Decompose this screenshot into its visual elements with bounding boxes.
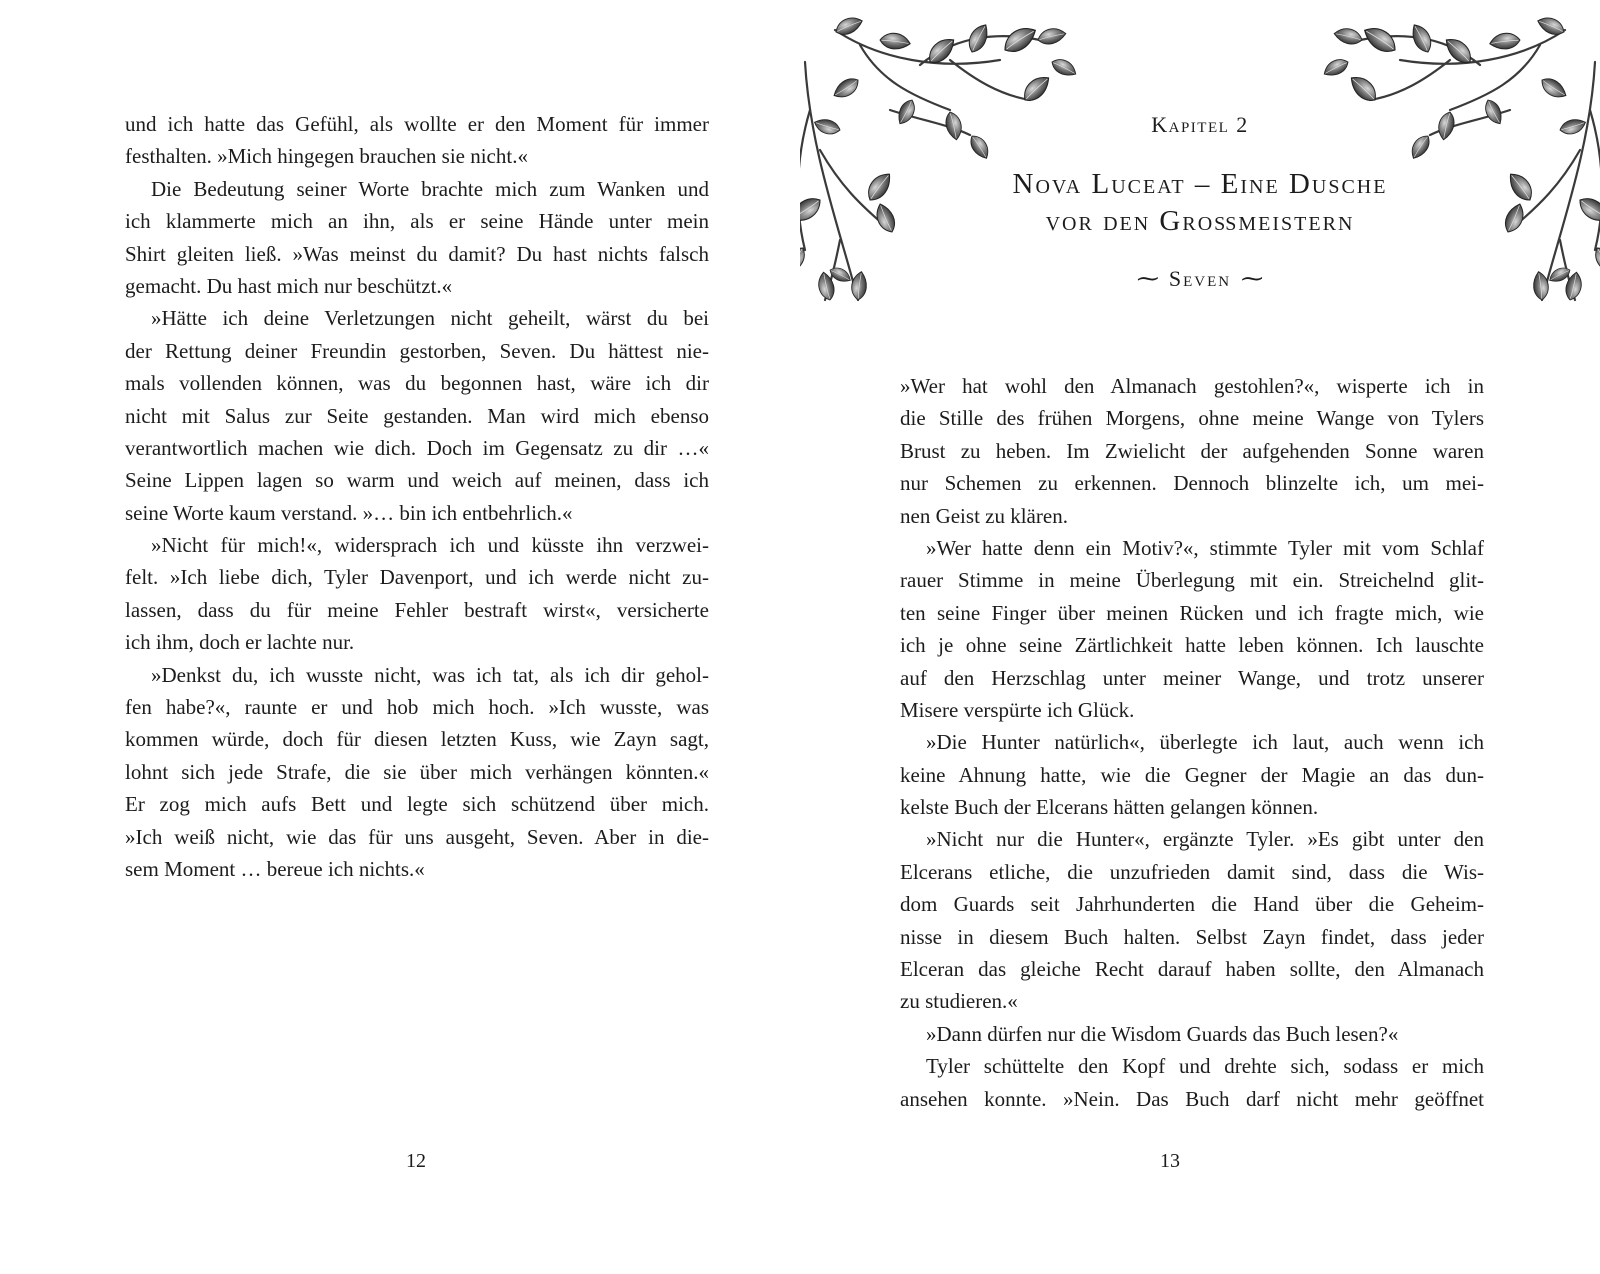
text-line: nicht mit Salus zur Seite gestanden. Man wird mich ebenso <box>125 403 709 428</box>
text-line: Er zog mich aufs Bett und legte sich schützend über mich. <box>125 792 709 817</box>
text-line: »Denkst du, ich wusste nicht, was ich tat, als ich dir gehol- <box>151 662 709 687</box>
swash-ornament-icon: ⁓ <box>1241 266 1264 291</box>
text-line: nen Geist zu klären. <box>900 503 1068 528</box>
text-line: Misere verspürte ich Glück. <box>900 697 1135 722</box>
text-line: festhalten. »Mich hingegen brauchen sie nicht.« <box>125 144 528 169</box>
right-page <box>800 0 1600 1274</box>
text-line: nisse in diesem Buch halten. Selbst Zayn findet, dass jeder <box>900 924 1484 949</box>
text-line: lassen, dass du für meine Fehler bestraft wirst«, versicherte <box>125 597 709 622</box>
text-line: »Die Hunter natürlich«, überlegte ich laut, auch wenn ich <box>926 730 1484 755</box>
text-line: keine Ahnung hatte, wie die Gegner der Magie an das dun- <box>900 762 1484 787</box>
text-line: Die Bedeutung seiner Worte brachte mich zum Wanken und <box>151 176 709 201</box>
text-line: »Nicht für mich!«, widersprach ich und küsste ihn verzwei- <box>151 533 709 558</box>
text-line: »Nicht nur die Hunter«, ergänzte Tyler. »Es gibt unter den <box>926 827 1484 852</box>
right-page-text <box>900 370 1484 1115</box>
narrator-name: Seven <box>1168 266 1232 291</box>
chapter-title-line: vor den Großmeistern <box>1045 205 1355 237</box>
text-line: ansehen konnte. »Nein. Das Buch darf nicht mehr geöffnet <box>900 1086 1484 1111</box>
text-line: seine Worte kaum verstand. »… bin ich entbehrlich.« <box>125 500 573 525</box>
text-line: kelste Buch der Elcerans hätten gelangen können. <box>900 795 1319 820</box>
text-line: Elcerans etliche, die unzufrieden damit sind, dass die Wis- <box>900 859 1484 884</box>
text-line: ich ihm, doch er lachte nur. <box>125 630 355 655</box>
text-line: Seine Lippen lagen so warm und weich auf meinen, dass ich <box>125 468 709 493</box>
text-line: ich klammerte mich an ihn, als er seine Hände unter mein <box>125 209 709 234</box>
text-line: Shirt gleiten ließ. »Was meinst du damit? Du hast nichts falsch <box>125 241 709 266</box>
text-line: auf den Herzschlag unter meiner Wange, und trotz unserer <box>900 665 1484 690</box>
text-line: Tyler schüttelte den Kopf und drehte sich, sodass er mich <box>926 1054 1484 1079</box>
text-line: »Ich weiß nicht, wie das für uns ausgeht, Seven. Aber in die- <box>125 824 709 849</box>
text-line: Brust zu heben. Im Zwielicht der aufgehenden Sonne waren <box>900 438 1484 463</box>
swash-ornament-icon: ⁓ <box>1136 266 1159 291</box>
chapter-title-line: Nova Luceat – Eine Dusche <box>1012 168 1388 200</box>
text-line: nur Schemen zu erkennen. Dennoch blinzelte ich, um mei- <box>900 471 1484 496</box>
text-line: lohnt sich jede Strafe, die sie über mich verhängen könnten.« <box>125 759 709 784</box>
chapter-header <box>800 0 1600 330</box>
text-line: kommen würde, doch für diesen letzten Kuss, wie Zayn sagt, <box>125 727 709 752</box>
right-page-number: 13 <box>1160 1150 1180 1172</box>
text-line: und ich hatte das Gefühl, als wollte er den Moment für immer <box>125 112 709 136</box>
narrator-heading <box>800 266 1600 292</box>
text-line: mals vollenden können, was du begonnen hast, wäre ich dir <box>125 371 709 396</box>
text-line: felt. »Ich liebe dich, Tyler Davenport, und ich werde nicht zu- <box>125 565 709 590</box>
text-line: ich je ohne seine Zärtlichkeit hatte leben können. Ich lauschte <box>900 633 1484 658</box>
chapter-label: Kapitel 2 <box>1151 112 1249 137</box>
text-line: fen habe?«, raunte er und hob mich hoch. »Ich wusste, was <box>125 695 709 720</box>
left-page-number: 12 <box>406 1150 426 1172</box>
text-line: »Wer hat wohl den Almanach gestohlen?«, wisperte ich in <box>900 374 1484 398</box>
text-line: gemacht. Du hast mich nur beschützt.« <box>125 273 453 298</box>
text-line: sem Moment … bereue ich nichts.« <box>125 856 425 881</box>
text-line: Elceran das gleiche Recht darauf haben sollte, den Almanach <box>900 957 1484 982</box>
text-line: »Hätte ich deine Verletzungen nicht geheilt, wärst du bei <box>151 306 709 331</box>
chapter-title <box>800 166 1600 240</box>
text-line: zu studieren.« <box>900 989 1018 1014</box>
text-line: »Dann dürfen nur die Wisdom Guards das Buch lesen?« <box>926 1021 1399 1046</box>
text-line: rauer Stimme in meine Überlegung mit ein. Streichelnd glit- <box>900 568 1484 593</box>
text-line: die Stille des frühen Morgens, ohne meine Wange von Tylers <box>900 406 1484 431</box>
text-line: »Wer hatte denn ein Motiv?«, stimmte Tyler mit vom Schlaf <box>926 535 1484 560</box>
text-line: ten seine Finger über meinen Rücken und ich fragte mich, wie <box>900 600 1484 625</box>
text-line: der Rettung deiner Freundin gestorben, Seven. Du hättest nie- <box>125 338 709 363</box>
text-line: dom Guards seit Jahrhunderten die Hand über die Geheim- <box>900 892 1484 917</box>
text-line: verantwortlich machen wie dich. Doch im Gegensatz zu dir …« <box>125 435 709 460</box>
left-page-text <box>125 108 709 885</box>
